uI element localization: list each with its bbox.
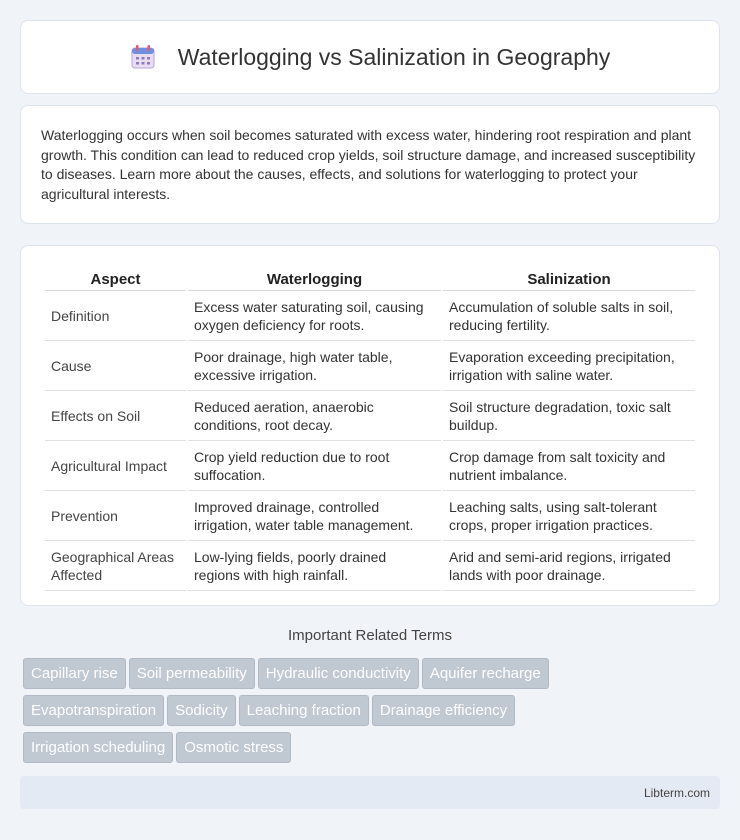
related-term-tag[interactable]: Leaching fraction — [239, 695, 369, 726]
table-row — [45, 493, 695, 541]
row-aspect: Geographical Areas Affected — [45, 543, 186, 591]
intro-card — [20, 105, 720, 224]
footer — [20, 776, 720, 809]
row-waterlogging: Low-lying fields, poorly drained regions with high rainfall. — [188, 543, 441, 591]
related-terms-list — [23, 658, 723, 769]
related-term-tag[interactable]: Sodicity — [167, 695, 236, 726]
row-waterlogging: Excess water saturating soil, causing oxygen deficiency for roots. — [188, 293, 441, 341]
row-salinization: Crop damage from salt toxicity and nutrient imbalance. — [443, 443, 695, 491]
related-term-tag[interactable]: Hydraulic conductivity — [258, 658, 419, 689]
comparison-table — [43, 266, 697, 593]
row-waterlogging: Poor drainage, high water table, excessive irrigation. — [188, 343, 441, 391]
related-term-tag[interactable]: Soil permeability — [129, 658, 255, 689]
calendar-icon — [130, 44, 156, 70]
row-salinization: Soil structure degradation, toxic salt buildup. — [443, 393, 695, 441]
related-term-tag[interactable]: Capillary rise — [23, 658, 126, 689]
row-salinization: Arid and semi-arid regions, irrigated lands with poor drainage. — [443, 543, 695, 591]
related-terms-title: Important Related Terms — [288, 627, 452, 644]
intro-text: Waterlogging occurs when soil becomes saturated with excess water, hindering root respiration and plant growth. This condition can lead to reduced crop yields, soil structure damage, and increased susceptibility to diseases. Learn more about the causes, effects, and solutions for waterlogging to protect your agricultural interests. — [41, 127, 696, 202]
row-aspect: Definition — [45, 293, 186, 341]
row-waterlogging: Crop yield reduction due to root suffocation. — [188, 443, 441, 491]
related-term-tag[interactable]: Evapotranspiration — [23, 695, 164, 726]
table-row — [45, 293, 695, 341]
row-aspect: Prevention — [45, 493, 186, 541]
related-term-tag[interactable]: Drainage efficiency — [372, 695, 515, 726]
row-aspect: Agricultural Impact — [45, 443, 186, 491]
table-row — [45, 543, 695, 591]
row-aspect: Effects on Soil — [45, 393, 186, 441]
header-aspect: Aspect — [45, 268, 186, 291]
header-salinization: Salinization — [443, 268, 695, 291]
table-header-row — [45, 268, 695, 291]
related-term-tag[interactable]: Osmotic stress — [176, 732, 291, 763]
row-salinization: Leaching salts, using salt-tolerant crops, proper irrigation practices. — [443, 493, 695, 541]
related-term-tag[interactable]: Irrigation scheduling — [23, 732, 173, 763]
related-term-tag[interactable]: Aquifer recharge — [422, 658, 549, 689]
header-waterlogging: Waterlogging — [188, 268, 441, 291]
row-waterlogging: Reduced aeration, anaerobic conditions, root decay. — [188, 393, 441, 441]
table-row — [45, 343, 695, 391]
title-card — [20, 20, 720, 94]
row-salinization: Accumulation of soluble salts in soil, reducing fertility. — [443, 293, 695, 341]
table-row — [45, 393, 695, 441]
table-row — [45, 443, 695, 491]
footer-link[interactable]: Libterm.com — [643, 786, 710, 800]
row-waterlogging: Improved drainage, controlled irrigation, water table management. — [188, 493, 441, 541]
comparison-table-card — [20, 245, 720, 606]
row-aspect: Cause — [45, 343, 186, 391]
row-salinization: Evaporation exceeding precipitation, irrigation with saline water. — [443, 343, 695, 391]
page-title: Waterlogging vs Salinization in Geography — [177, 43, 611, 70]
